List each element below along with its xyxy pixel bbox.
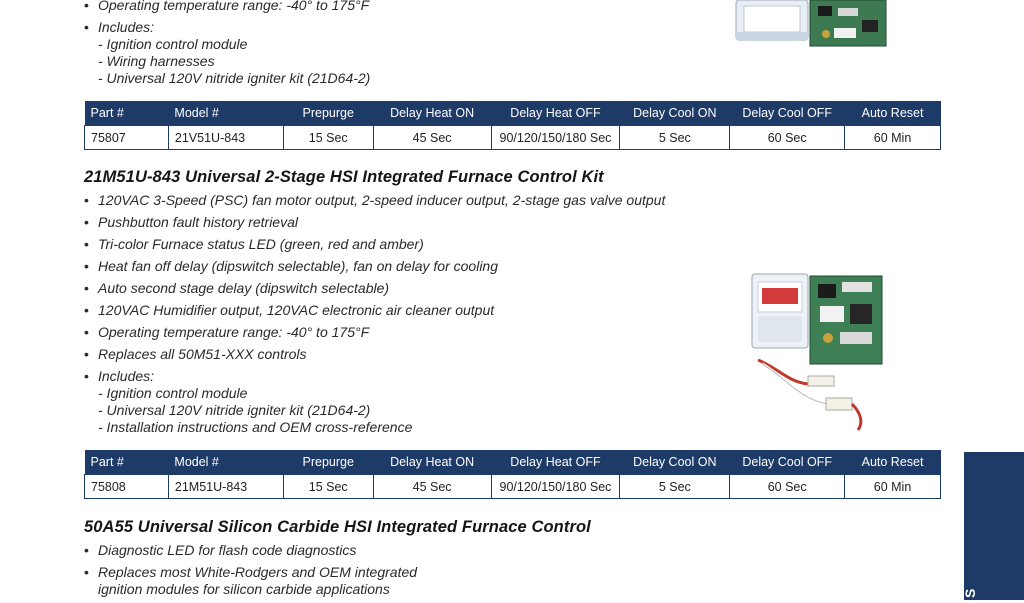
col-delay-heat-off: Delay Heat OFF xyxy=(491,101,620,126)
section2-title: 21M51U-843 Universal 2-Stage HSI Integrated Furnace Control Kit xyxy=(84,168,604,186)
include-item: - Installation instructions and OEM cross-reference xyxy=(98,419,413,435)
cell-delay-cool-on: 5 Sec xyxy=(620,126,730,150)
table-header-row xyxy=(85,101,941,126)
list-item: • Replaces most White-Rodgers and OEM integrated ignition modules for silicon carbide applications xyxy=(84,564,417,598)
cell-delay-heat-off: 90/120/150/180 Sec xyxy=(491,475,620,499)
col-delay-heat-on: Delay Heat ON xyxy=(373,450,491,475)
list-item: • Diagnostic LED for flash code diagnostics xyxy=(84,542,417,559)
section3-title: 50A55 Universal Silicon Carbide HSI Integrated Furnace Control xyxy=(84,518,591,536)
cell-auto-reset: 60 Min xyxy=(845,126,941,150)
col-prepurge: Prepurge xyxy=(283,101,373,126)
list-item: • Heat fan off delay (dipswitch selectable), fan on delay for cooling xyxy=(84,258,665,275)
table-row xyxy=(85,126,941,150)
col-prepurge: Prepurge xyxy=(283,450,373,475)
col-delay-heat-off: Delay Heat OFF xyxy=(491,450,620,475)
cell-prepurge: 15 Sec xyxy=(283,475,373,499)
table-row xyxy=(85,475,941,499)
cell-part: 75807 xyxy=(85,126,169,150)
side-section-tab xyxy=(964,452,1024,600)
cell-delay-cool-off: 60 Sec xyxy=(730,126,845,150)
col-delay-cool-on: Delay Cool ON xyxy=(620,450,730,475)
include-item: - Wiring harnesses xyxy=(98,53,215,69)
cell-delay-heat-off: 90/120/150/180 Sec xyxy=(491,126,620,150)
col-part: Part # xyxy=(85,101,169,126)
list-item: • 120VAC 3-Speed (PSC) fan motor output, 2-speed inducer output, 2-stage gas valve output xyxy=(84,192,665,209)
include-item: - Ignition control module xyxy=(98,36,248,52)
bullet-continuation: ignition modules for silicon carbide applications xyxy=(98,581,390,597)
list-item: • Auto second stage delay (dipswitch selectable) xyxy=(84,280,665,297)
cell-delay-heat-on: 45 Sec xyxy=(373,475,491,499)
spec-table-75807 xyxy=(84,101,941,150)
col-delay-heat-on: Delay Heat ON xyxy=(373,101,491,126)
include-item: - Universal 120V nitride igniter kit (21D64-2) xyxy=(98,402,371,418)
cell-delay-cool-on: 5 Sec xyxy=(620,475,730,499)
list-item: • 120VAC Humidifier output, 120VAC electronic air cleaner output xyxy=(84,302,665,319)
section3-bullets xyxy=(84,542,417,603)
col-auto-reset: Auto Reset xyxy=(845,101,941,126)
include-item: - Universal 120V nitride igniter kit (21D64-2) xyxy=(98,70,371,86)
col-auto-reset: Auto Reset xyxy=(845,450,941,475)
col-part: Part # xyxy=(85,450,169,475)
cell-model: 21M51U-843 xyxy=(168,475,283,499)
list-item: • Replaces all 50M51-XXX controls xyxy=(84,346,665,363)
cell-part: 75808 xyxy=(85,475,169,499)
col-model: Model # xyxy=(168,450,283,475)
list-item: • Tri-color Furnace status LED (green, red and amber) xyxy=(84,236,665,253)
col-delay-cool-off: Delay Cool OFF xyxy=(730,101,845,126)
product-image-21v51u xyxy=(730,0,890,50)
col-model: Model # xyxy=(168,101,283,126)
include-item: - Ignition control module xyxy=(98,385,248,401)
section1-bullets xyxy=(84,0,370,92)
cell-model: 21V51U-843 xyxy=(168,126,283,150)
list-item: • Includes: - Ignition control module - Wiring harnesses - Universal 120V nitride igniter kit (21D64-2) xyxy=(84,19,370,87)
side-tab-label: S xyxy=(962,588,978,598)
list-item: • Operating temperature range: -40° to 175°F xyxy=(84,0,370,14)
table-header-row xyxy=(85,450,941,475)
col-delay-cool-off: Delay Cool OFF xyxy=(730,450,845,475)
cell-prepurge: 15 Sec xyxy=(283,126,373,150)
cell-delay-heat-on: 45 Sec xyxy=(373,126,491,150)
section2-bullets xyxy=(84,192,665,441)
product-image-21m51u xyxy=(748,272,888,434)
cell-auto-reset: 60 Min xyxy=(845,475,941,499)
list-item: • Pushbutton fault history retrieval xyxy=(84,214,665,231)
list-item: • Operating temperature range: -40° to 175°F xyxy=(84,324,665,341)
list-item: • Includes: - Ignition control module - Universal 120V nitride igniter kit (21D64-2) - Installation instructions and OEM cross-reference xyxy=(84,368,665,436)
col-delay-cool-on: Delay Cool ON xyxy=(620,101,730,126)
spec-table-75808 xyxy=(84,450,941,499)
cell-delay-cool-off: 60 Sec xyxy=(730,475,845,499)
